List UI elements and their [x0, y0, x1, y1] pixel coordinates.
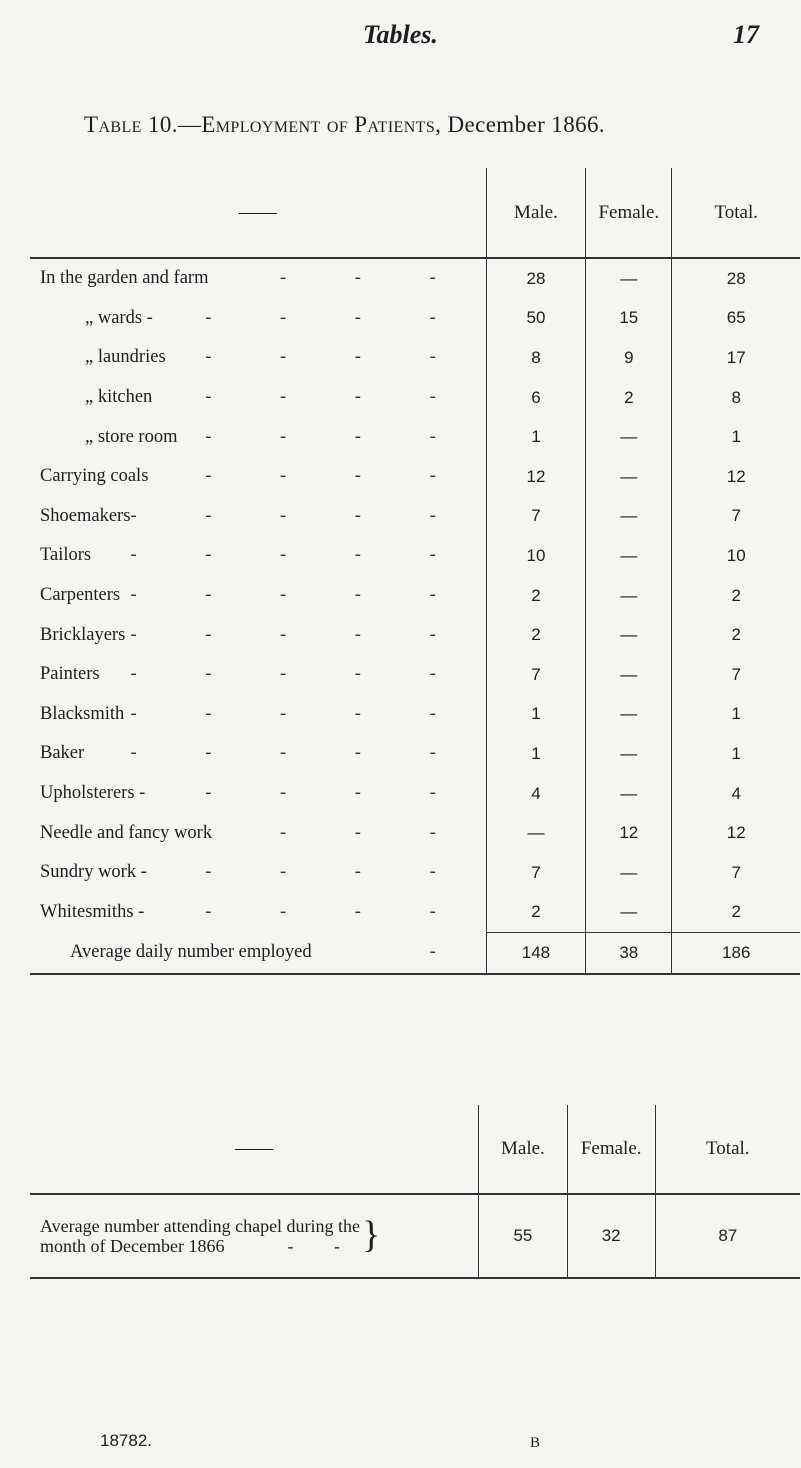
- cell-total: 7: [672, 497, 800, 537]
- row-label-cell: [30, 338, 486, 378]
- row-leader-dashes: - - - -: [205, 307, 468, 328]
- cell-female: —: [586, 774, 672, 814]
- chapel-female: 32: [567, 1194, 655, 1278]
- cell-female: —: [586, 734, 672, 774]
- row-leader-dashes: - - - - -: [130, 585, 468, 606]
- table-row: [30, 497, 800, 537]
- chapel-label-dashes: - -: [287, 1236, 359, 1256]
- col-header-label: ——: [30, 168, 486, 258]
- col-header-male: Male.: [486, 168, 585, 258]
- table-row: [30, 299, 800, 339]
- cell-total: 2: [672, 893, 800, 933]
- cell-male: 1: [486, 695, 585, 735]
- row-label-cell: [30, 417, 486, 457]
- chapel-table: [30, 1105, 800, 1279]
- cell-male: 148: [486, 933, 585, 974]
- row-leader-dashes: - - - -: [205, 862, 468, 883]
- cell-total: 186: [672, 933, 800, 974]
- row-label: Average daily number employed: [70, 942, 312, 963]
- table-row: [30, 258, 800, 299]
- row-label-cell: [30, 536, 486, 576]
- employment-table: [30, 168, 800, 975]
- row-label: Upholsterers -: [40, 783, 146, 804]
- row-leader-dashes: - - -: [280, 822, 468, 843]
- footer-print-number: 18782.: [100, 1431, 152, 1450]
- row-label: Tailors: [40, 545, 92, 566]
- chapel-label-line2: month of December 1866: [40, 1236, 225, 1256]
- cell-total: 2: [672, 615, 800, 655]
- cell-female: —: [586, 457, 672, 497]
- row-label: Baker: [40, 743, 85, 764]
- cell-female: 15: [586, 299, 672, 339]
- cell-female: —: [586, 893, 672, 933]
- cell-female: —: [586, 655, 672, 695]
- row-label: Blacksmith: [40, 703, 125, 724]
- cell-female: —: [586, 417, 672, 457]
- table-row: [30, 1194, 800, 1278]
- cell-male: 7: [486, 655, 585, 695]
- cell-male: 2: [486, 576, 585, 616]
- cell-male: 7: [486, 497, 585, 537]
- table-row: [30, 695, 800, 735]
- cell-total: 8: [672, 378, 800, 418]
- table-title: [84, 112, 605, 138]
- row-label-cell: [30, 853, 486, 893]
- row-leader-dashes: -: [429, 942, 468, 963]
- table-title-prefix: Table 10.: [84, 112, 178, 137]
- row-label: Sundry work -: [40, 862, 147, 883]
- row-leader-dashes: - - - -: [205, 466, 468, 487]
- total-row: [30, 933, 800, 974]
- row-label: In the garden and farm: [40, 268, 209, 289]
- row-label-cell: [30, 615, 486, 655]
- row-label-cell: [30, 695, 486, 735]
- row-leader-dashes: - - - - -: [130, 664, 468, 685]
- row-label: Carpenters: [40, 585, 121, 606]
- col-header-total: Total.: [672, 168, 800, 258]
- cell-male: 7: [486, 853, 585, 893]
- cell-female: 12: [586, 813, 672, 853]
- row-label-cell: [30, 258, 486, 299]
- cell-female: —: [586, 576, 672, 616]
- row-leader-dashes: - - - -: [205, 347, 468, 368]
- col-header-label: ——: [30, 1105, 479, 1194]
- row-label: Painters: [40, 664, 100, 685]
- table-title-date: December 1866.: [441, 112, 606, 137]
- cell-male: 2: [486, 893, 585, 933]
- table-row: [30, 378, 800, 418]
- col-header-total: Total.: [655, 1105, 800, 1194]
- cell-female: 2: [586, 378, 672, 418]
- row-label-cell: [30, 933, 486, 974]
- chapel-table-header: [30, 1105, 800, 1194]
- employment-table-body: [30, 258, 800, 974]
- cell-male: 10: [486, 536, 585, 576]
- footer-signature-mark: B: [530, 1435, 541, 1451]
- table-row: [30, 536, 800, 576]
- cell-total: 12: [672, 457, 800, 497]
- row-leader-dashes: - - - - -: [130, 545, 468, 566]
- table-row: [30, 655, 800, 695]
- cell-total: 1: [672, 734, 800, 774]
- cell-female: —: [586, 536, 672, 576]
- row-label-cell: [30, 378, 486, 418]
- cell-total: 2: [672, 576, 800, 616]
- table-row: [30, 813, 800, 853]
- cell-male: 1: [486, 734, 585, 774]
- cell-female: —: [586, 258, 672, 299]
- cell-male: 12: [486, 457, 585, 497]
- row-leader-dashes: - - - -: [205, 387, 468, 408]
- page-number: 17: [733, 20, 759, 49]
- table-row: [30, 893, 800, 933]
- cell-male: 1: [486, 417, 585, 457]
- row-label: „ kitchen: [85, 387, 153, 408]
- table-row: [30, 576, 800, 616]
- cell-total: 4: [672, 774, 800, 814]
- row-leader-dashes: - - - -: [205, 783, 468, 804]
- row-label-cell: [30, 893, 486, 933]
- row-label-cell: [30, 774, 486, 814]
- row-label: Needle and fancy work: [40, 822, 213, 843]
- cell-male: 28: [486, 258, 585, 299]
- row-leader-dashes: - - - - -: [130, 624, 468, 645]
- row-label-cell: [30, 655, 486, 695]
- chapel-label-line1: Average number attending chapel during the: [40, 1216, 361, 1236]
- cell-male: 6: [486, 378, 585, 418]
- cell-female: —: [586, 497, 672, 537]
- cell-male: 8: [486, 338, 585, 378]
- cell-male: 2: [486, 615, 585, 655]
- row-label-cell: [30, 734, 486, 774]
- cell-female: 38: [586, 933, 672, 974]
- cell-total: 28: [672, 258, 800, 299]
- row-leader-dashes: - - - - -: [130, 743, 468, 764]
- cell-male: —: [486, 813, 585, 853]
- page-header-title: Tables.: [363, 20, 438, 49]
- row-leader-dashes: - - - -: [205, 902, 468, 923]
- row-label-cell: [30, 813, 486, 853]
- cell-total: 7: [672, 655, 800, 695]
- table-row: [30, 734, 800, 774]
- row-label-cell: [30, 497, 486, 537]
- row-label: „ laundries: [85, 347, 166, 368]
- row-label: „ wards -: [85, 307, 153, 328]
- col-header-female: Female.: [567, 1105, 655, 1194]
- cell-total: 17: [672, 338, 800, 378]
- row-label: Whitesmiths -: [40, 902, 145, 923]
- cell-female: 9: [586, 338, 672, 378]
- cell-total: 1: [672, 695, 800, 735]
- cell-male: 50: [486, 299, 585, 339]
- row-label: Shoemakers: [40, 505, 131, 526]
- cell-total: 12: [672, 813, 800, 853]
- row-label: Carrying coals: [40, 466, 149, 487]
- row-leader-dashes: - - - -: [205, 426, 468, 447]
- table-row: [30, 774, 800, 814]
- cell-total: 65: [672, 299, 800, 339]
- row-leader-dashes: - - - - -: [130, 505, 468, 526]
- cell-female: —: [586, 615, 672, 655]
- employment-table-header: [30, 168, 800, 258]
- row-label-cell: [30, 299, 486, 339]
- table-row: [30, 338, 800, 378]
- table-row: [30, 457, 800, 497]
- col-header-male: Male.: [479, 1105, 568, 1194]
- chapel-label-brace: }: [362, 1214, 381, 1256]
- cell-female: —: [586, 695, 672, 735]
- table-row: [30, 417, 800, 457]
- cell-total: 7: [672, 853, 800, 893]
- row-label: Bricklayers: [40, 624, 126, 645]
- cell-female: —: [586, 853, 672, 893]
- chapel-total: 87: [655, 1194, 800, 1278]
- row-leader-dashes: - - - - -: [130, 703, 468, 724]
- chapel-label-cell: [30, 1194, 479, 1278]
- table-row: [30, 615, 800, 655]
- row-leader-dashes: - - -: [280, 268, 468, 289]
- table-row: [30, 853, 800, 893]
- cell-male: 4: [486, 774, 585, 814]
- cell-total: 1: [672, 417, 800, 457]
- col-header-female: Female.: [586, 168, 672, 258]
- chapel-male: 55: [479, 1194, 568, 1278]
- row-label: „ store room: [85, 426, 178, 447]
- row-label-cell: [30, 576, 486, 616]
- cell-total: 10: [672, 536, 800, 576]
- table-title-main: —Employment of Patients,: [177, 112, 442, 137]
- row-label-cell: [30, 457, 486, 497]
